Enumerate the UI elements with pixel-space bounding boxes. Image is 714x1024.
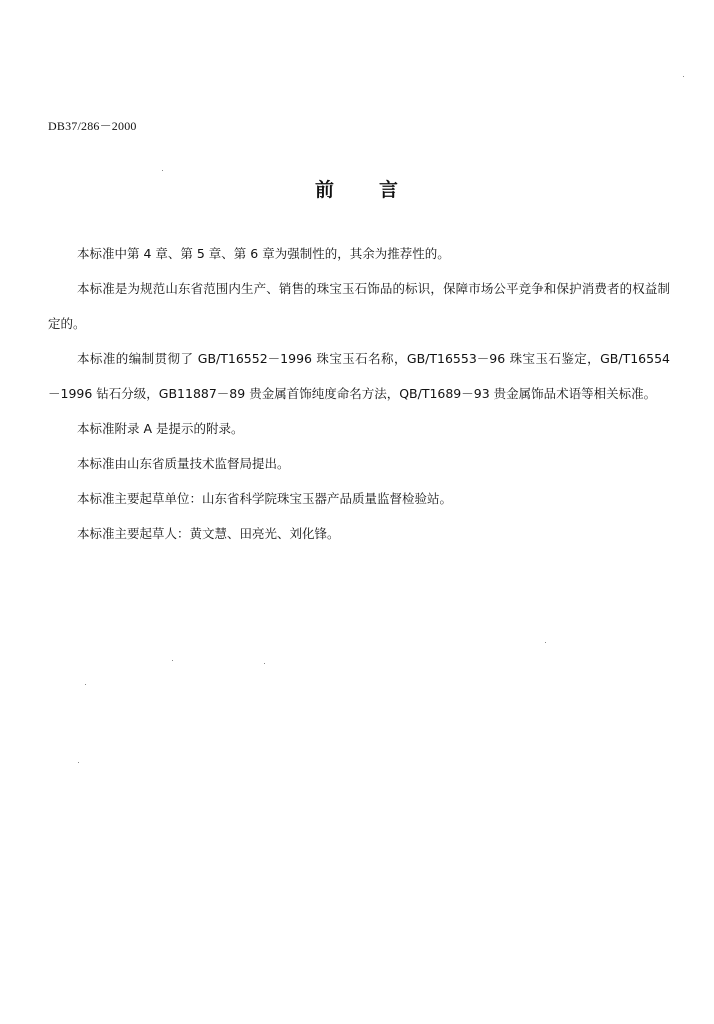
page-title — [0, 175, 714, 202]
paragraph: 本标准的编制贯彻了 GB/T16552－1996 珠宝玉石名称，GB/T16553－96 珠宝玉石鉴定，GB/T16554－1996 钻石分级，GB11887－89 贵金属首饰纯度命名方法，QB/T1689－93 贵金属饰品术语等相关标准。 — [48, 351, 670, 401]
scan-speck — [85, 684, 86, 685]
paragraph: 本标准主要起草人：黄文慧、田亮光、刘化锋。 — [77, 526, 340, 541]
scan-speck — [264, 663, 265, 664]
paragraph: 本标准中第 4 章、第 5 章、第 6 章为强制性的，其余为推荐性的。 — [77, 246, 450, 261]
paragraph: 本标准由山东省质量技术监督局提出。 — [77, 456, 290, 471]
scan-speck — [162, 170, 163, 171]
paragraph: 本标准主要起草单位：山东省科学院珠宝玉器产品质量监督检验站。 — [77, 491, 453, 506]
paragraph: 本标准是为规范山东省范围内生产、销售的珠宝玉石饰品的标识，保障市场公平竞争和保护消费者的权益制定的。 — [48, 281, 670, 331]
title-char-1: 前 — [314, 179, 335, 201]
foreword-body — [48, 236, 670, 551]
title-char-2: 言 — [379, 179, 400, 201]
scan-speck — [545, 642, 546, 643]
scan-speck — [683, 76, 684, 77]
scan-speck — [78, 762, 79, 763]
document-code: DB37/286－2000 — [48, 119, 137, 133]
paragraph: 本标准附录 A 是提示的附录。 — [77, 421, 244, 436]
scan-speck — [172, 660, 173, 661]
